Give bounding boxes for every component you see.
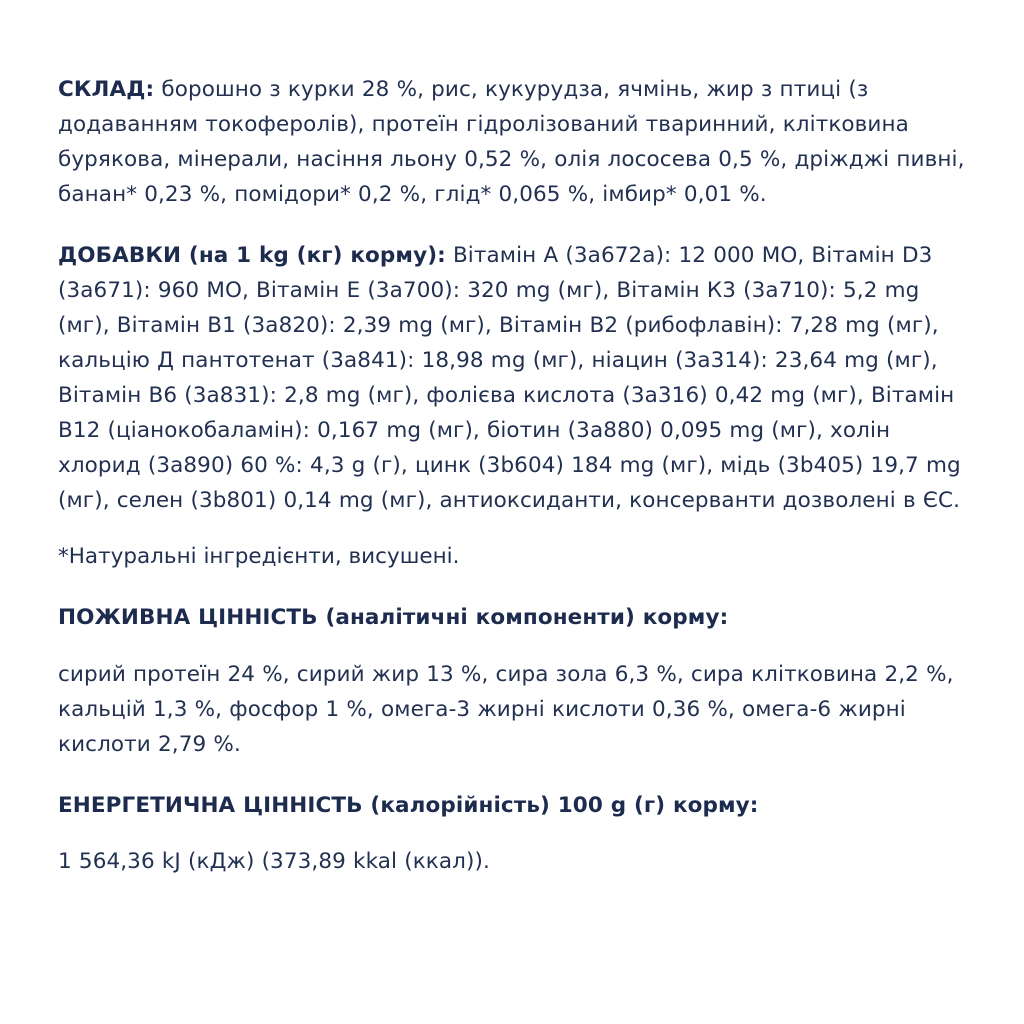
nutritional-value-text: сирий протеїн 24 %, сирий жир 13 %, сира зола 6,3 %, сира клітковина 2,2 %, кальцій 1,3 %, фосфор 1 %, омега-3 жирні кислоти 0,36 %, омега-6 жирні кислоти 2,79 %.: [58, 661, 954, 757]
section-additives: [58, 238, 966, 575]
composition-text: борошно з курки 28 %, рис, кукурудза, ячмінь, жир з птиці (з додаванням токоферолів), протеїн гідролізований тваринний, клітковина бурякова, мінерали, насіння льону 0,52 %, олія лососева 0,5 %, дріжджі пивні, банан* 0,23 %, помідори* 0,2 %, глід* 0,065 %, імбир* 0,01 %.: [58, 76, 965, 207]
energy-value-text: 1 564,36 kJ (кДж) (373,89 kkal (ккал)).: [58, 849, 490, 874]
section-composition: [58, 72, 966, 212]
additives-heading: ДОБАВКИ (на 1 kg (кг) корму):: [58, 242, 446, 268]
section-nutritional-value: [58, 600, 966, 762]
additives-text: Вітамін А (3а672а): 12 000 МО, Вітамін D3 (3а671): 960 МО, Вітамін Е (3а700): 320 mg (мг), Вітамін К3 (3а710): 5,2 mg (мг), Вітамін В1 (3а820): 2,39 mg (мг), Вітамін В2 (рибофлавін): 7,28 mg (мг), кальцію Д пантотенат (3а841): 18,98 mg (мг), ніацин (3а314): 23,64 mg (мг), Вітамін В6 (3а831): 2,8 mg (мг), фолієва кислота (3а316) 0,42 mg (мг), Вітамін В12 (ціанокобаламін): 0,167 mg (мг), біотин (3а880) 0,095 mg (мг), холін хлорид (3а890) 60 %: 4,3 g (г), цинк (3b604) 184 mg (мг), мідь (3b405) 19,7 mg (мг), селен (3b801) 0,14 mg (мг), антиоксиданти, консерванти дозволені в ЄС.: [58, 242, 961, 513]
composition-heading: СКЛАД:: [58, 76, 155, 102]
energy-value-heading-line: [58, 788, 966, 823]
additives-paragraph: [58, 238, 966, 518]
energy-value-heading-rest: (калорійність) 100 g (г) корму:: [362, 792, 759, 818]
nutritional-value-heading-rest: (аналітичні компоненти) корму:: [317, 605, 729, 630]
section-energy-value: [58, 788, 966, 880]
composition-paragraph: [58, 72, 966, 212]
additives-footnote: *Натуральні інгредієнти, висушені.: [58, 544, 460, 569]
nutritional-value-heading-line: [58, 600, 966, 635]
nutritional-value-heading: ПОЖИВНА ЦІННІСТЬ: [58, 605, 318, 630]
energy-value-heading: ЕНЕРГЕТИЧНА ЦІННІСТЬ: [58, 792, 363, 818]
